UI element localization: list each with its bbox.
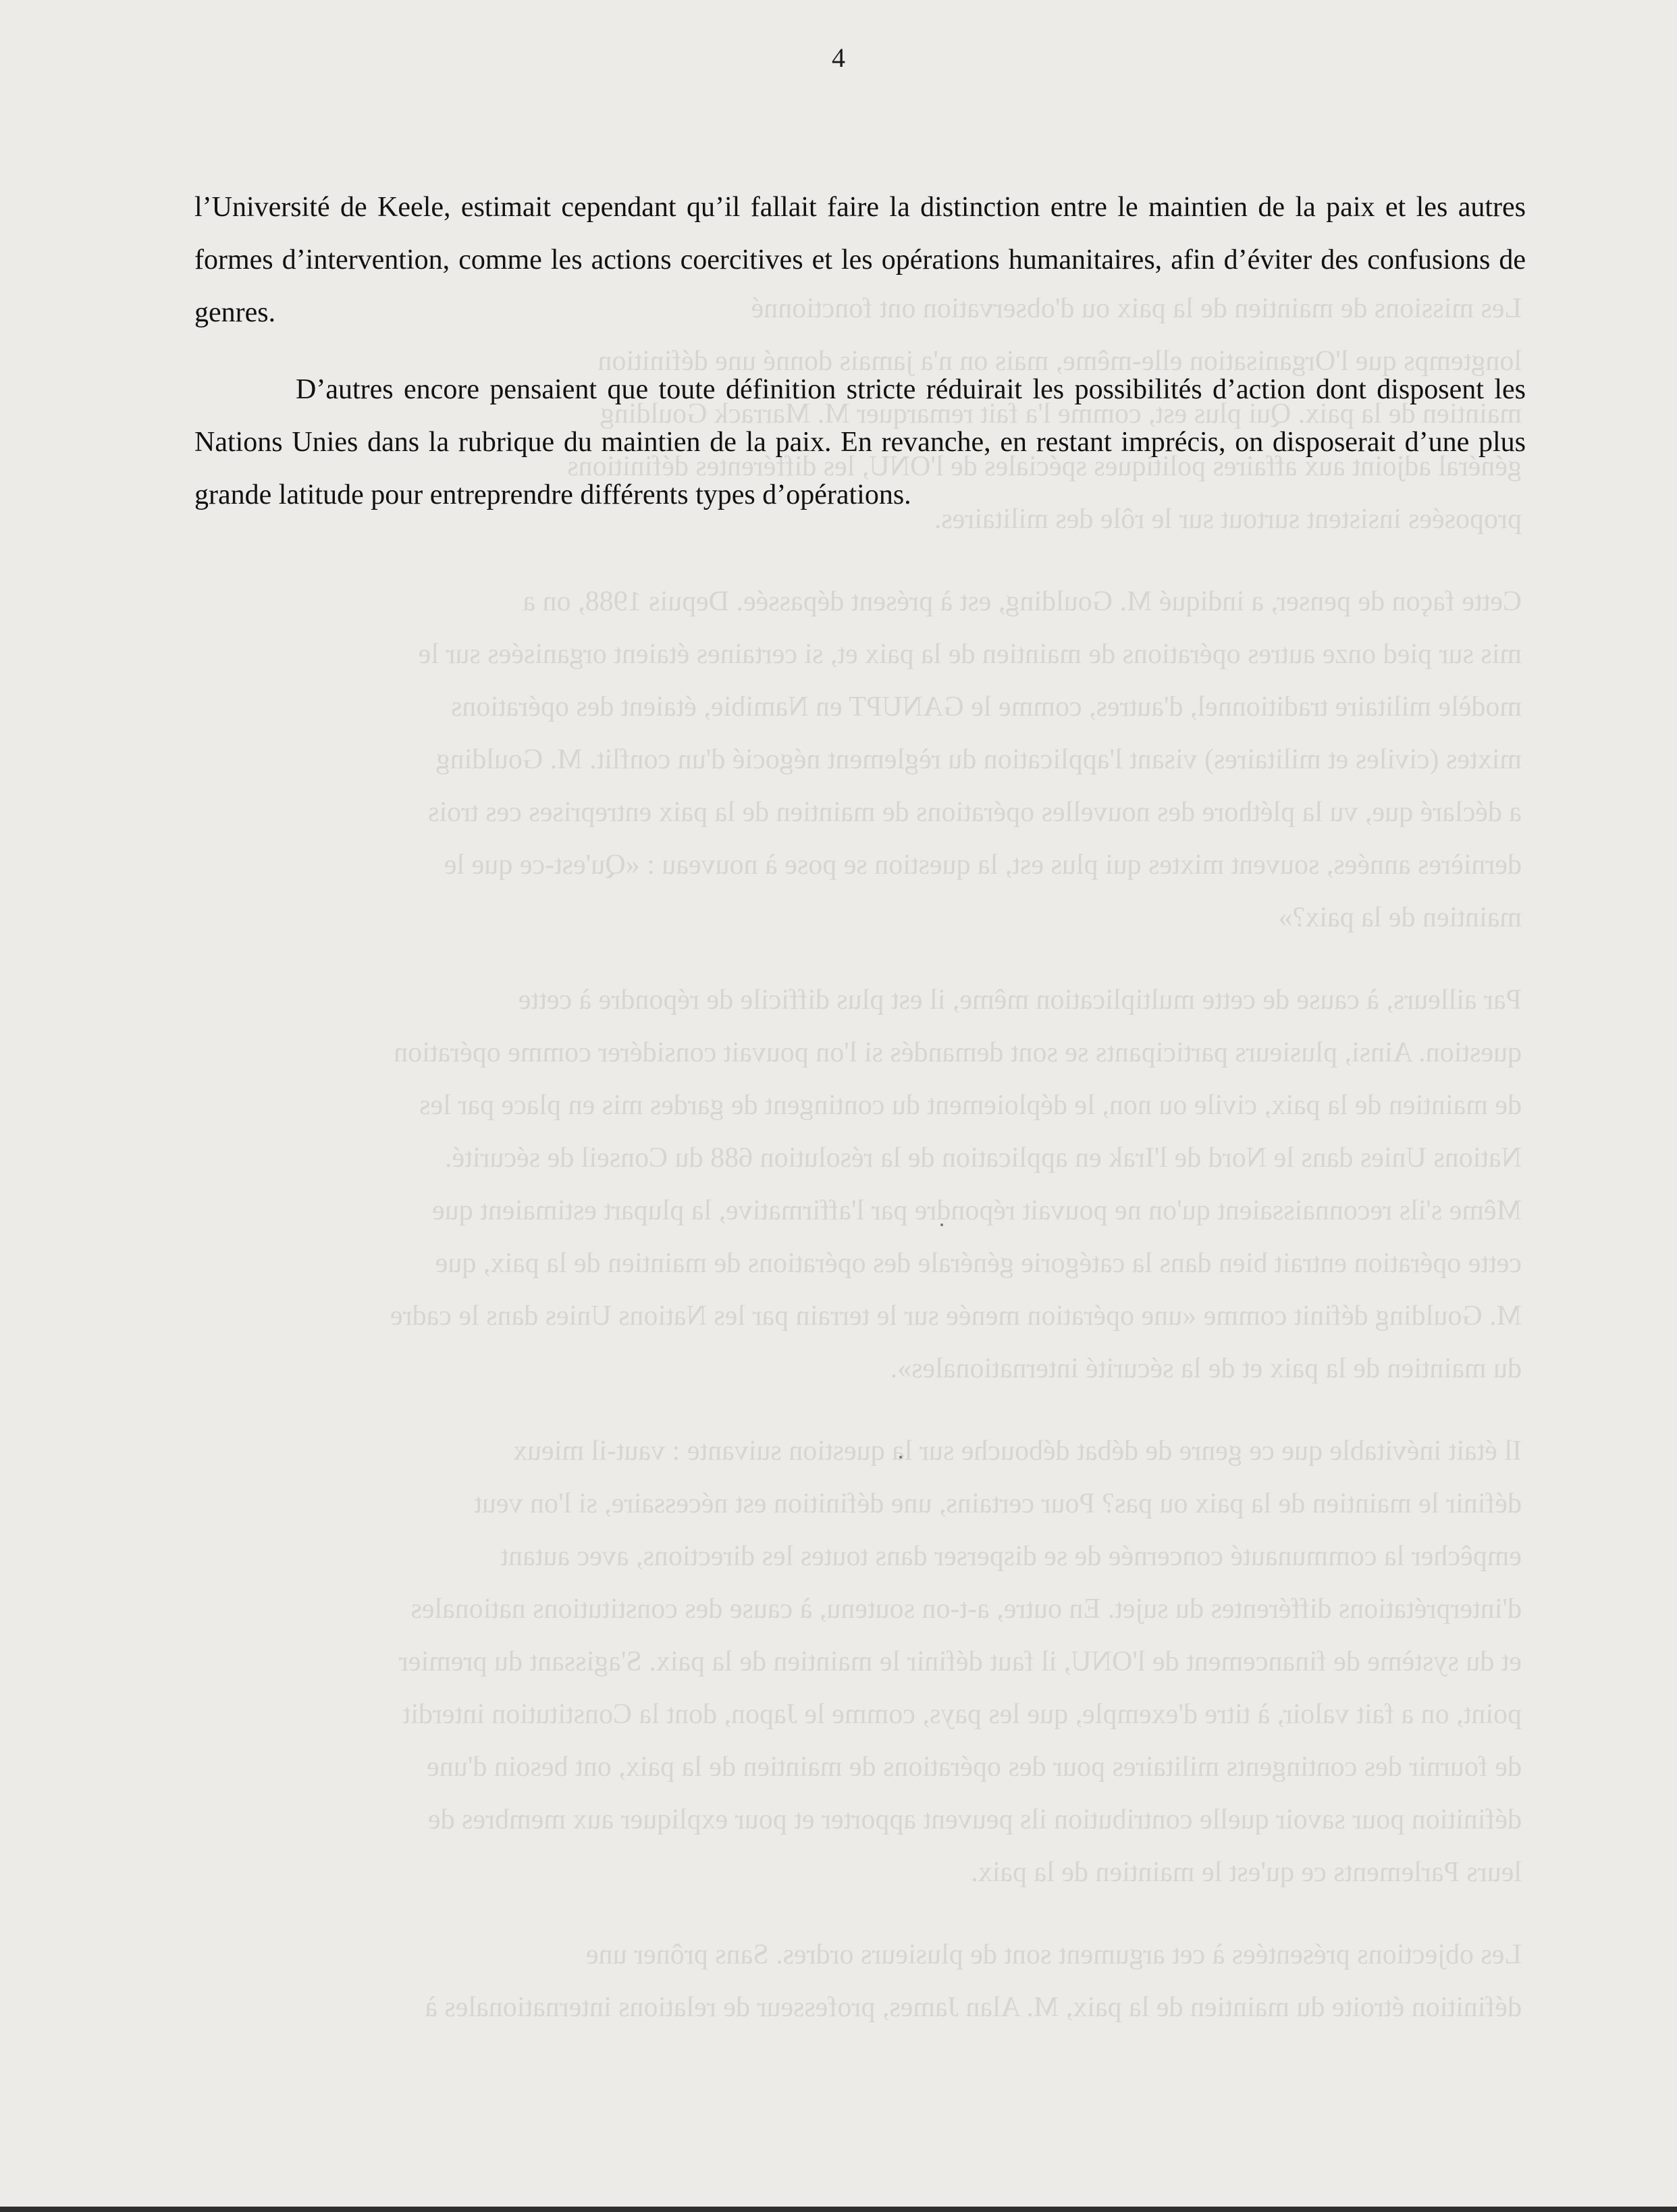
page-number: 4 <box>832 43 845 73</box>
scan-bottom-edge <box>0 2207 1677 2212</box>
body-text <box>194 181 1526 521</box>
show-through-texture: Les missions de maintien de la paix ou d'observation ont fonctionné longtemps que l'Organisation elle-même, mais on n'a jamais donné une définition maintien de la paix. Qui plus est, comme l'a fait remarquer M. Marrack Goulding général adjoint aux affaires politiques spéciales de l'ONU, les différentes définitions proposées insistent surtout sur le rôle des militaires. Cette façon de penser, a indiqué M. Goulding, est à présent dépassée. Depuis 1988, on a mis sur pied onze autres opérations de maintien de la paix et, si certaines étaient organisées sur le modèle militaire traditionnel, d'autres, comme le GANUPT en Namibie, étaient des opérations mixtes (civiles et militaires) visant l'application du règlement négocié d'un conflit. M. Goulding a déclaré que, vu la pléthore des nouvelles opérations de maintien de la paix entreprises ces trois dernières années, souvent mixtes qui plus est, la question se pose à nouveau : «Qu'est-ce que le maintien de la paix?» Par ailleurs, à cause de cette multiplication même, il est plus difficile de répondre à cette question. Ainsi, plusieurs participants se sont demandés si l'on pouvait considérer comme opération de maintien de la paix, civile ou non, le déploiement du contingent de gardes mis en place par les Nations Unies dans le Nord de l'Irak en application de la résolution 688 du Conseil de sécurité. Même s'ils reconnaissaient qu'on ne pouvait répondre par l'affirmative, la plupart estimaient que cette opération entrait bien dans la catégorie générale des opérations de maintien de la paix, que M. Goulding définit comme «une opération menée sur le terrain par les Nations Unies dans le cadre du maintien de la paix et de la sécurité internationales». Il était inévitable que ce genre de débat débouche sur la question suivante : vaut-il mieux définir le maintien de la paix ou pas? Pour certains, une définition est nécessaire, si l'on veut empêcher la communauté concernée de se disperser dans toutes les directions, avec autant d'interprétations différentes du sujet. En outre, a-t-on soutenu, à cause des constitutions nationales et du système de financement de l'ONU, il faut définir le maintien de la paix. S'agissant du premier point, on a fait valoir, à titre d'exemple, que les pays, comme le Japon, dont la Constitution interdit de fournir des contingents militaires pour des opérations de maintien de la paix, ont besoin d'une définition pour savoir quelle contribution ils peuvent apporter et pour expliquer aux membres de leurs Parlements ce qu'est le maintien de la paix. Les objections présentées à cet argument sont de plusieurs ordres. Sans prôner une définition étroite du maintien de la paix, M. Alan James, professeur de relations internationales à <box>390 293 1522 2023</box>
paragraph: l’Université de Keele, estimait cependant qu’il fallait faire la distinction entre le maintien de la paix et les autres formes d’intervention, comme les actions coercitives et les opérations humanitaires, afin d’éviter des confusions de genres. <box>194 192 1526 328</box>
paper-speck <box>899 1456 902 1458</box>
paragraph: D’autres encore pensaient que toute définition stricte réduirait les possibilités d’action dont disposent les Nations Unies dans la rubrique du maintien de la paix. En revanche, en restant imprécis, on disposerait d’une plus grande latitude pour entreprendre différents types d’opérations. <box>194 374 1526 510</box>
paper-speck <box>940 1223 943 1226</box>
